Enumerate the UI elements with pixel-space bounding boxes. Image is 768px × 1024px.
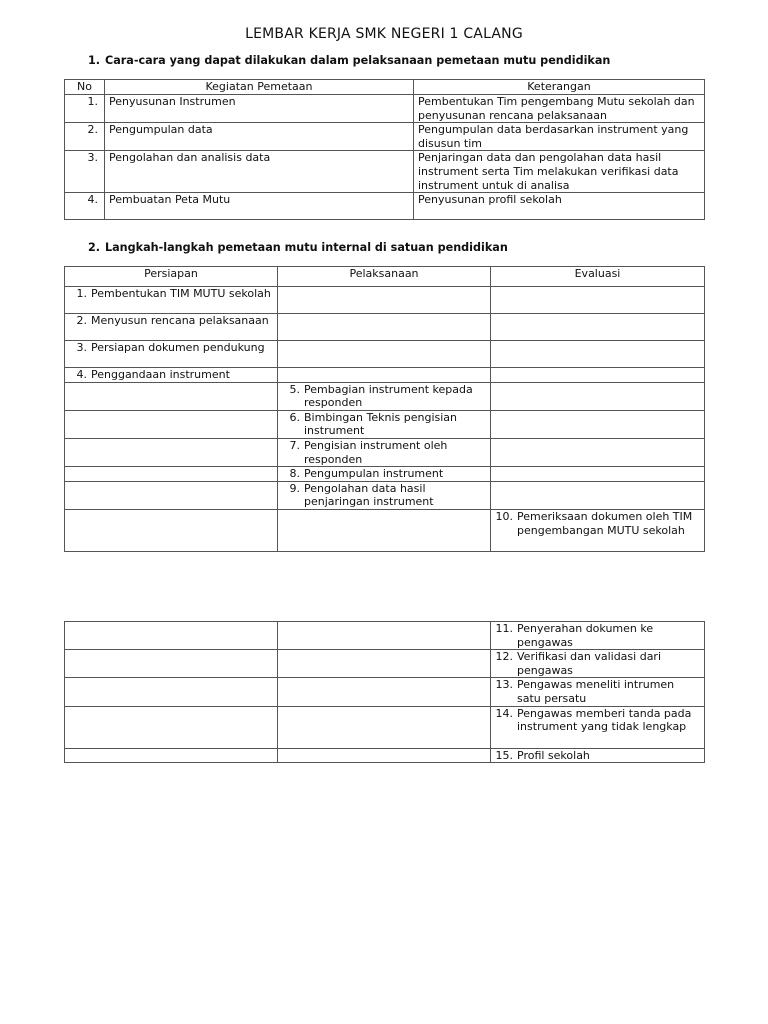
column-header-evaluasi: Evaluasi [491, 267, 705, 287]
pelaksanaan-cell [278, 341, 491, 368]
row-number: 1. [65, 95, 105, 123]
item-number: 1. [76, 287, 87, 300]
table-row [65, 151, 705, 193]
table-row [65, 481, 705, 509]
persiapan-cell [65, 341, 278, 368]
item-text: Pengumpulan instrument [304, 467, 444, 481]
pelaksanaan-cell [278, 410, 491, 438]
pelaksanaan-cell [278, 314, 491, 341]
persiapan-cell [65, 622, 278, 650]
list-item [495, 749, 700, 763]
table-row [65, 748, 705, 763]
table-row [65, 123, 705, 151]
item-text: Pembentukan TIM MUTU sekolah [91, 287, 271, 300]
item-text: Penggandaan instrument [91, 368, 230, 381]
item-number: 7. [289, 438, 300, 452]
item-text: Pembagian instrument kepada responden [304, 382, 473, 410]
evaluasi-cell [491, 368, 705, 383]
list-item [495, 510, 700, 537]
item-number: 15. [495, 748, 513, 762]
pelaksanaan-cell [278, 622, 491, 650]
persiapan-cell [65, 678, 278, 706]
row-activity: Pembuatan Peta Mutu [105, 193, 414, 220]
row-description: Pengumpulan data berdasarkan instrument yang disusun tim [414, 123, 705, 151]
table-header-row [65, 80, 705, 95]
item-number: 11. [495, 622, 513, 635]
row-activity: Pengolahan dan analisis data [105, 151, 414, 193]
list-item [282, 467, 486, 481]
row-description: Pembentukan Tim pengembang Mutu sekolah dan penyusunan rencana pelaksanaan [414, 95, 705, 123]
pelaksanaan-cell [278, 481, 491, 509]
pelaksanaan-cell [278, 382, 491, 410]
table-row [65, 509, 705, 551]
row-activity: Pengumpulan data [105, 123, 414, 151]
section-2-title: Langkah-langkah pemetaan mutu internal di satuan pendidikan [105, 241, 508, 254]
pelaksanaan-cell [278, 748, 491, 763]
page-title: LEMBAR KERJA SMK NEGERI 1 CALANG [245, 26, 523, 42]
table-row [65, 622, 705, 650]
item-text: Pengawas memberi tanda pada instrument yang tidak lengkap [517, 706, 692, 734]
table-row [65, 382, 705, 410]
list-item [495, 650, 700, 677]
persiapan-cell [65, 509, 278, 551]
list-item [69, 368, 273, 382]
persiapan-cell [65, 467, 278, 482]
mapping-steps-table-continued [64, 621, 705, 763]
item-number: 8. [289, 467, 300, 481]
pelaksanaan-cell [278, 509, 491, 551]
section-1-number: 1. [88, 54, 101, 67]
row-description: Penjaringan data dan pengolahan data hasil instrument serta Tim melakukan verifikasi data instrument untuk di analisa [414, 151, 705, 193]
item-text: Pengolahan data hasil penjaringan instrument [304, 481, 434, 509]
pelaksanaan-cell [278, 706, 491, 748]
table-row [65, 410, 705, 438]
evaluasi-cell [491, 706, 705, 748]
persiapan-cell [65, 287, 278, 314]
pelaksanaan-cell [278, 287, 491, 314]
item-number: 6. [289, 410, 300, 424]
evaluasi-cell [491, 748, 705, 763]
item-number: 14. [495, 706, 513, 720]
pelaksanaan-cell [278, 438, 491, 466]
column-header-no: No [65, 80, 105, 95]
item-text: Bimbingan Teknis pengisian instrument [304, 410, 458, 438]
persiapan-cell [65, 382, 278, 410]
table-row [65, 193, 705, 220]
row-activity: Penyusunan Instrumen [105, 95, 414, 123]
item-number: 9. [289, 481, 300, 495]
pelaksanaan-cell [278, 467, 491, 482]
persiapan-cell [65, 650, 278, 678]
table-row [65, 95, 705, 123]
evaluasi-cell [491, 410, 705, 438]
list-item [282, 482, 486, 509]
evaluasi-cell [491, 481, 705, 509]
list-item [69, 341, 273, 355]
evaluasi-cell [491, 438, 705, 466]
table-row [65, 314, 705, 341]
pelaksanaan-cell [278, 650, 491, 678]
column-header-pelaksanaan: Pelaksanaan [278, 267, 491, 287]
evaluasi-cell [491, 650, 705, 678]
pelaksanaan-cell [278, 678, 491, 706]
mapping-activities-table [64, 79, 705, 220]
column-header-kegiatan: Kegiatan Pemetaan [105, 80, 414, 95]
evaluasi-cell [491, 467, 705, 482]
item-number: 13. [495, 678, 513, 692]
list-item [495, 678, 700, 705]
mapping-steps-table [64, 266, 705, 552]
evaluasi-cell [491, 314, 705, 341]
table-row [65, 341, 705, 368]
pelaksanaan-cell [278, 368, 491, 383]
column-header-persiapan: Persiapan [65, 267, 278, 287]
list-item [282, 383, 486, 410]
item-text: Verifikasi dan validasi dari pengawas [517, 650, 662, 677]
list-item [69, 314, 273, 328]
column-header-keterangan: Keterangan [414, 80, 705, 95]
item-text: Menyusun rencana pelaksanaan [91, 314, 269, 327]
evaluasi-cell [491, 509, 705, 551]
item-text: Persiapan dokumen pendukung [91, 341, 265, 354]
table-header-row [65, 267, 705, 287]
persiapan-cell [65, 410, 278, 438]
row-number: 3. [65, 151, 105, 193]
table-row [65, 678, 705, 706]
evaluasi-cell [491, 678, 705, 706]
persiapan-cell [65, 438, 278, 466]
table-row [65, 438, 705, 466]
table-row [65, 706, 705, 748]
item-number: 2. [76, 314, 87, 327]
section-2-number: 2. [88, 241, 101, 254]
list-item [282, 439, 486, 466]
item-text: Pemeriksaan dokumen oleh TIM pengembangan MUTU sekolah [517, 509, 693, 537]
persiapan-cell [65, 314, 278, 341]
row-description: Penyusunan profil sekolah [414, 193, 705, 220]
table-row [65, 368, 705, 383]
persiapan-cell [65, 706, 278, 748]
evaluasi-cell [491, 382, 705, 410]
evaluasi-cell [491, 341, 705, 368]
item-number: 4. [76, 368, 87, 381]
persiapan-cell [65, 368, 278, 383]
evaluasi-cell [491, 622, 705, 650]
item-number: 5. [289, 382, 300, 396]
item-text: Profil sekolah [517, 748, 590, 762]
item-text: Pengawas meneliti intrumen satu persatu [517, 678, 675, 705]
persiapan-cell [65, 748, 278, 763]
row-number: 2. [65, 123, 105, 151]
evaluasi-cell [491, 287, 705, 314]
section-1-title: Cara-cara yang dapat dilakukan dalam pelaksanaan pemetaan mutu pendidikan [105, 54, 611, 67]
table-row [65, 650, 705, 678]
list-item [282, 411, 486, 438]
list-item [495, 622, 700, 649]
item-text: Penyerahan dokumen ke pengawas [517, 622, 654, 649]
item-number: 12. [495, 650, 513, 664]
list-item [69, 287, 273, 301]
list-item [495, 707, 700, 734]
persiapan-cell [65, 481, 278, 509]
table-row [65, 467, 705, 482]
item-number: 10. [495, 509, 513, 523]
row-number: 4. [65, 193, 105, 220]
table-row [65, 287, 705, 314]
item-number: 3. [76, 341, 87, 354]
item-text: Pengisian instrument oleh responden [304, 438, 448, 466]
